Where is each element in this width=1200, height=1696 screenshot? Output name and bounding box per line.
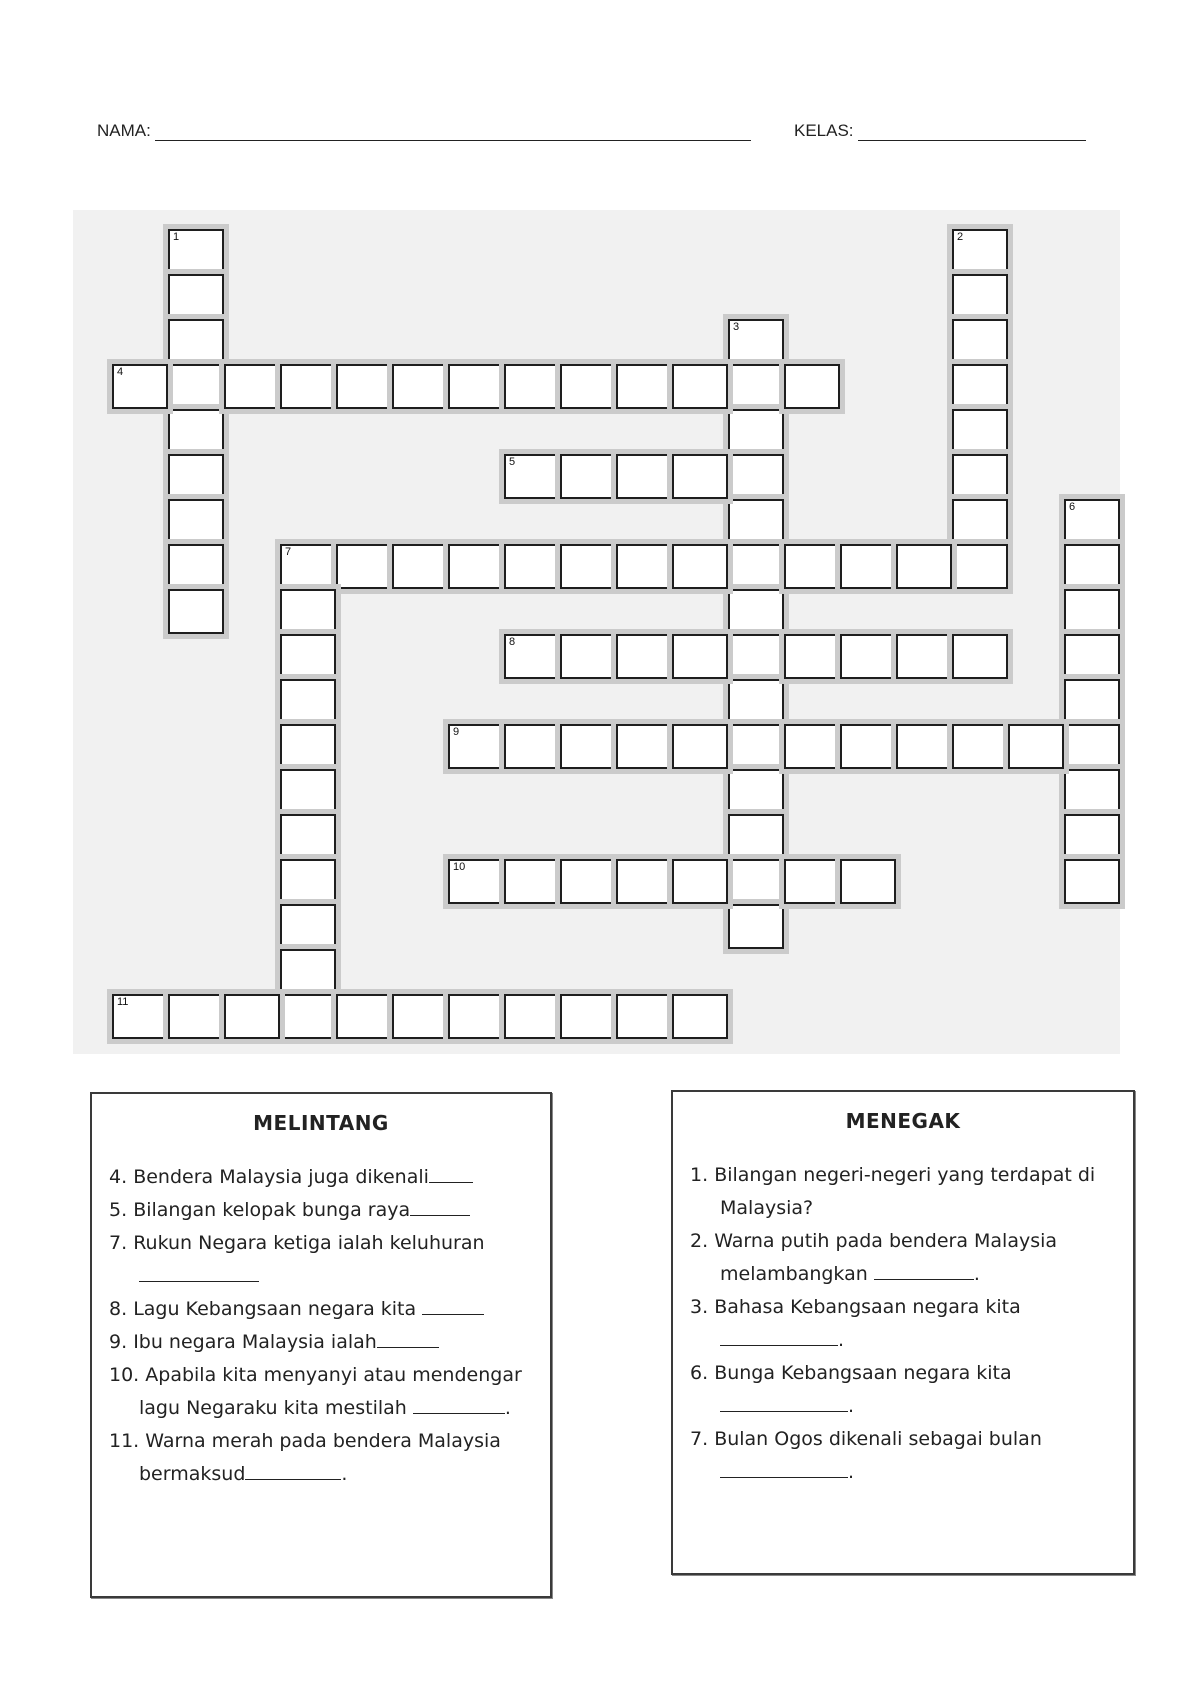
crossword-cell[interactable] [560, 994, 616, 1039]
crossword-cell[interactable] [168, 994, 224, 1039]
crossword-cell[interactable] [280, 679, 336, 724]
crossword-cell[interactable] [952, 724, 1008, 769]
crossword-cell[interactable] [280, 994, 336, 1039]
crossword-cell[interactable] [784, 544, 840, 589]
crossword-cell[interactable] [112, 994, 168, 1039]
crossword-cell[interactable] [672, 859, 728, 904]
crossword-cell[interactable] [168, 409, 224, 454]
crossword-cell[interactable] [952, 544, 1008, 589]
crossword-cell[interactable] [336, 364, 392, 409]
clue-across-11: 11. Warna merah pada bendera Malaysia bermaksud . [109, 1430, 501, 1485]
crossword-cell[interactable] [448, 544, 504, 589]
crossword-cell[interactable] [952, 319, 1008, 364]
crossword-cell[interactable] [280, 364, 336, 409]
crossword-cell[interactable] [1064, 499, 1120, 544]
crossword-cell[interactable] [840, 859, 896, 904]
crossword-cell[interactable] [672, 994, 728, 1039]
clue-across-7: 7. Rukun Negara ketiga ialah keluhuran [109, 1227, 536, 1293]
clue-number-5: 5 [509, 456, 516, 468]
crossword-cell[interactable] [616, 724, 672, 769]
clue-down-1: 1. Bilangan negeri-negeri yang terdapat di Malaysia? [690, 1164, 1096, 1219]
crossword-cell[interactable] [616, 634, 672, 679]
crossword-cell[interactable] [616, 544, 672, 589]
crossword-cell[interactable] [1064, 634, 1120, 679]
crossword-cell[interactable] [728, 454, 784, 499]
crossword-cell[interactable] [616, 454, 672, 499]
clue-across-5: 5. Bilangan kelopak bunga raya [109, 1194, 536, 1227]
clue-number-4: 4 [117, 366, 124, 378]
crossword-cell[interactable] [560, 724, 616, 769]
crossword-cell[interactable] [168, 499, 224, 544]
crossword-cell[interactable] [280, 769, 336, 814]
crossword-cell[interactable] [224, 994, 280, 1039]
crossword-cell[interactable] [280, 634, 336, 679]
crossword-cell[interactable] [560, 544, 616, 589]
crossword-cell[interactable] [280, 859, 336, 904]
crossword-cell[interactable] [504, 454, 560, 499]
clue-down-3: 3. Bahasa Kebangsaan negara kita . [690, 1296, 1021, 1351]
crossword-cell[interactable] [840, 544, 896, 589]
crossword-cell[interactable] [392, 544, 448, 589]
crossword-cell[interactable] [280, 904, 336, 949]
clue-across-10: 10. Apabila kita menyanyi atau mendengar lagu Negaraku kita mestilah . [109, 1364, 522, 1419]
menegak-title: MENEGAK [845, 1109, 961, 1133]
crossword-cell[interactable] [168, 544, 224, 589]
crossword-cell[interactable] [1064, 769, 1120, 814]
melintang-clue-box [90, 1092, 552, 1598]
crossword-cell[interactable] [672, 454, 728, 499]
crossword-cell[interactable] [448, 364, 504, 409]
name-field[interactable] [97, 121, 751, 141]
crossword-cell[interactable] [952, 409, 1008, 454]
crossword-cell[interactable] [952, 499, 1008, 544]
crossword-cell[interactable] [728, 544, 784, 589]
crossword-cell[interactable] [728, 634, 784, 679]
clue-number-7: 7 [285, 546, 292, 558]
clue-number-6: 6 [1069, 501, 1076, 513]
crossword-cell[interactable] [168, 364, 224, 409]
clue-across-4: 4. Bendera Malaysia juga dikenali [109, 1161, 536, 1194]
crossword-cell[interactable] [728, 769, 784, 814]
clue-number-3: 3 [733, 321, 740, 333]
crossword-cell[interactable] [1064, 859, 1120, 904]
crossword-cell[interactable] [952, 274, 1008, 319]
crossword-cell[interactable] [560, 634, 616, 679]
crossword-cell[interactable] [952, 364, 1008, 409]
crossword-cell[interactable] [504, 994, 560, 1039]
crossword-cell[interactable] [896, 544, 952, 589]
melintang-clue-list [92, 1161, 550, 1491]
crossword-cell[interactable] [784, 634, 840, 679]
crossword-cell[interactable] [504, 859, 560, 904]
crossword-cell[interactable] [392, 994, 448, 1039]
crossword-cell[interactable] [448, 994, 504, 1039]
class-field[interactable] [794, 121, 1086, 141]
name-answer-line[interactable] [155, 125, 751, 141]
crossword-cell[interactable] [728, 859, 784, 904]
clue-across-8: 8. Lagu Kebangsaan negara kita [109, 1293, 536, 1326]
class-label: KELAS: [794, 121, 854, 140]
crossword-cell[interactable] [392, 364, 448, 409]
crossword-cell[interactable] [896, 634, 952, 679]
crossword-cell[interactable] [672, 364, 728, 409]
crossword-cell[interactable] [1064, 814, 1120, 859]
crossword-cell[interactable] [1064, 724, 1120, 769]
crossword-cell[interactable] [840, 724, 896, 769]
crossword-cell[interactable] [1064, 679, 1120, 724]
crossword-grid [73, 210, 1120, 1054]
crossword-cell[interactable] [280, 544, 336, 589]
crossword-cell[interactable] [840, 634, 896, 679]
crossword-cell[interactable] [448, 859, 504, 904]
crossword-cell[interactable] [336, 994, 392, 1039]
menegak-clue-list [673, 1159, 1133, 1489]
clue-number-11: 11 [117, 996, 129, 1008]
crossword-cell[interactable] [1064, 589, 1120, 634]
crossword-cell[interactable] [784, 364, 840, 409]
crossword-cell[interactable] [896, 724, 952, 769]
crossword-cell[interactable] [672, 634, 728, 679]
class-answer-line[interactable] [858, 125, 1086, 141]
crossword-cell[interactable] [280, 589, 336, 634]
crossword-cell[interactable] [728, 409, 784, 454]
crossword-cell[interactable] [336, 544, 392, 589]
crossword-cell[interactable] [952, 454, 1008, 499]
crossword-cell[interactable] [112, 364, 168, 409]
crossword-cell[interactable] [1008, 724, 1064, 769]
menegak-clue-box [671, 1090, 1135, 1575]
crossword-cell[interactable] [784, 859, 840, 904]
clue-down-6: 6. Bunga Kebangsaan negara kita . [690, 1362, 1012, 1417]
crossword-cell[interactable] [168, 589, 224, 634]
clue-number-1: 1 [173, 231, 180, 243]
crossword-cell[interactable] [168, 229, 224, 274]
crossword-cell[interactable] [616, 859, 672, 904]
crossword-cell[interactable] [616, 994, 672, 1039]
crossword-cell[interactable] [728, 724, 784, 769]
crossword-cell[interactable] [1064, 544, 1120, 589]
crossword-cell[interactable] [280, 814, 336, 859]
crossword-cell[interactable] [728, 814, 784, 859]
crossword-cell[interactable] [560, 454, 616, 499]
crossword-cell[interactable] [168, 274, 224, 319]
crossword-cell[interactable] [952, 634, 1008, 679]
clue-number-10: 10 [453, 861, 466, 873]
crossword-cell[interactable] [784, 724, 840, 769]
crossword-cell[interactable] [504, 724, 560, 769]
clue-down-2: 2. Warna putih pada bendera Malaysia melambangkan . [690, 1230, 1058, 1285]
crossword-cell[interactable] [280, 724, 336, 769]
clue-number-8: 8 [509, 636, 516, 648]
crossword-cell[interactable] [504, 634, 560, 679]
clue-across-9: 9. Ibu negara Malaysia ialah [109, 1326, 536, 1359]
clue-number-2: 2 [957, 231, 964, 243]
crossword-cell[interactable] [560, 364, 616, 409]
crossword-cell[interactable] [448, 724, 504, 769]
crossword-cell[interactable] [504, 364, 560, 409]
crossword-cell[interactable] [952, 229, 1008, 274]
crossword-cell[interactable] [504, 544, 560, 589]
crossword-cell[interactable] [728, 319, 784, 364]
crossword-cell[interactable] [168, 454, 224, 499]
clue-number-9: 9 [453, 726, 460, 738]
crossword-cell[interactable] [728, 904, 784, 949]
crossword-cell[interactable] [672, 544, 728, 589]
melintang-title: MELINTANG [253, 1111, 389, 1135]
crossword-cell[interactable] [672, 724, 728, 769]
crossword-cell[interactable] [728, 499, 784, 544]
crossword-cell[interactable] [168, 319, 224, 364]
crossword-cell[interactable] [728, 364, 784, 409]
crossword-cell[interactable] [616, 364, 672, 409]
crossword-cell[interactable] [728, 589, 784, 634]
crossword-cell[interactable] [224, 364, 280, 409]
crossword-cell[interactable] [728, 679, 784, 724]
crossword-cell[interactable] [560, 859, 616, 904]
clue-down-7: 7. Bulan Ogos dikenali sebagai bulan . [690, 1428, 1042, 1483]
crossword-cell[interactable] [280, 949, 336, 994]
name-label: NAMA: [97, 121, 151, 140]
